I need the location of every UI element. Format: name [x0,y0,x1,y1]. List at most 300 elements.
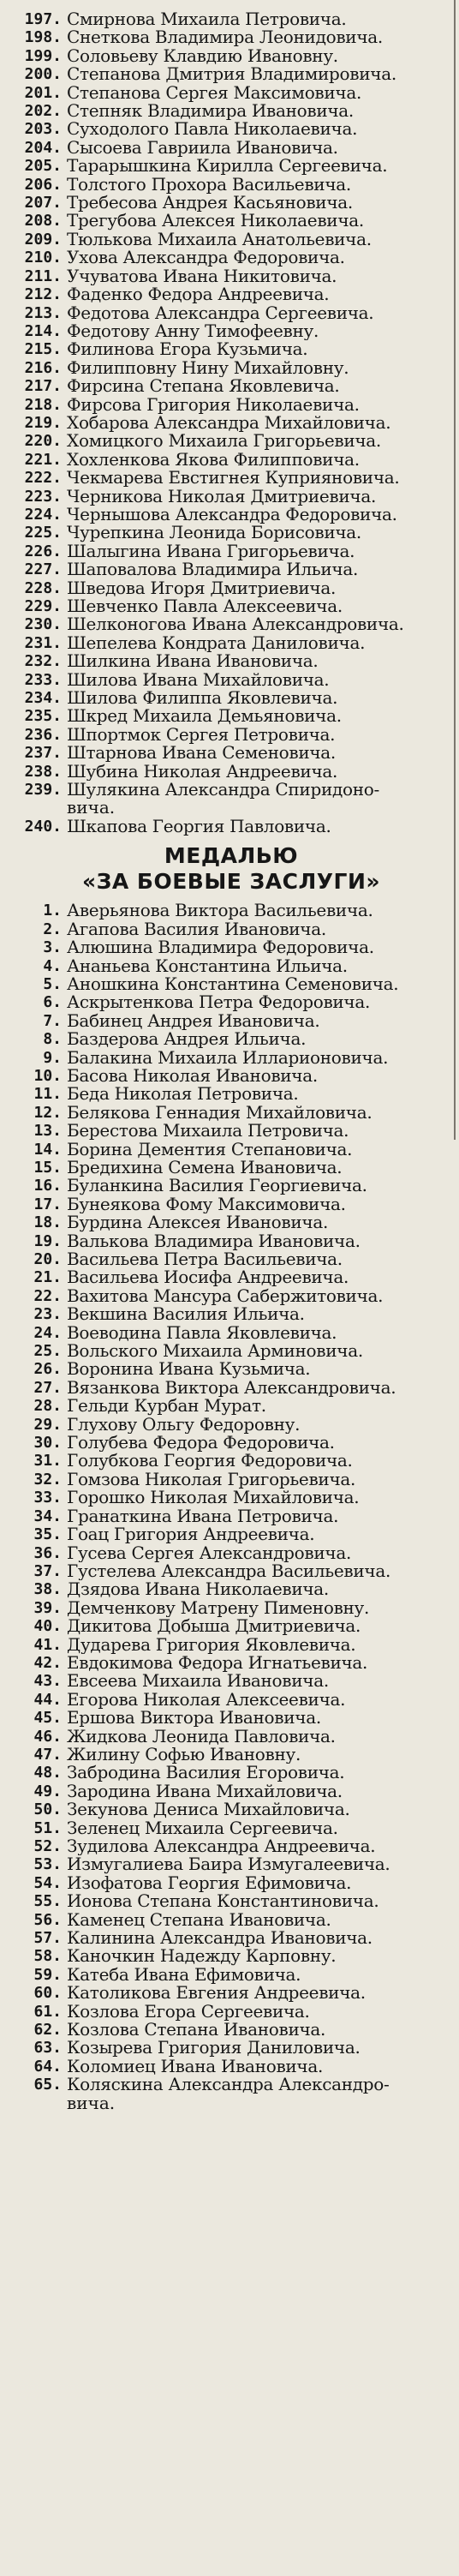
list-item [10,1141,452,1159]
recipient-name: Козлова Степана Ивановича. [67,2021,326,2040]
recipient-name: Зудилова Александра Андреевича. [67,1837,376,1856]
recipient-name: Шкред Михаила Демьяновича. [67,707,342,726]
recipient-name: Шаповалова Владимира Ильича. [67,560,358,579]
item-number: 6. [43,993,62,1012]
item-number: 35. [33,1525,62,1544]
recipient-name: Аношкина Константина Семеновича. [67,974,399,994]
recipient-name: Коляскина Александра Александро- [67,2076,390,2094]
list-item [10,139,452,157]
item-number: 52. [33,1837,62,1855]
item-number: 197. [24,10,62,28]
list-item [10,671,452,689]
recipient-name: Калинина Александра Ивановича. [67,1929,373,1948]
list-item [10,488,452,506]
list-item [10,1030,452,1048]
list-item [10,1104,452,1122]
list-item [10,652,452,670]
recipient-name: Бабинец Андрея Ивановича. [67,1011,320,1031]
item-number: 28. [33,1397,62,1416]
recipient-name: Козырева Григория Даниловича. [67,2039,361,2058]
item-number: 198. [24,28,62,47]
item-number: 234. [24,689,62,708]
recipient-name: Штарнова Ивана Семеновича. [67,744,336,763]
item-number: 18. [33,1213,62,1232]
list-item [10,2003,452,2021]
item-number: 45. [33,1709,62,1728]
item-number: 13. [33,1122,62,1141]
recipient-name: Дикитова Добыша Дмитриевича. [67,1617,361,1636]
item-number: 65. [33,2076,62,2094]
item-number: 240. [24,817,62,836]
recipient-name: Баздерова Андрея Ильича. [67,1030,307,1049]
recipient-name: Беда Николая Петровича. [67,1085,299,1104]
list-item [10,1434,452,1452]
recipient-name: Степняк Владимира Ивановича. [67,102,354,121]
recipient-name: Измугалиева Баира Измугалеевича. [67,1855,390,1874]
list-item [10,689,452,707]
recipient-name: Жилину Софью Ивановну. [67,1745,301,1764]
list-item [10,47,452,65]
item-number: 211. [24,267,62,285]
list-item [10,1213,452,1231]
item-number: 225. [24,524,62,542]
list-item [10,1287,452,1305]
list-item [10,120,452,138]
list-item [10,1782,452,1800]
item-number: 26. [33,1360,62,1379]
list-item [10,1562,452,1580]
recipient-name: Аверьянова Виктора Васильевича. [67,902,373,920]
recipient-name: Федотову Анну Тимофеевну. [67,321,319,341]
list-item [10,432,452,450]
item-number: 236. [24,725,62,744]
item-number: 214. [24,321,62,340]
item-number: 227. [24,560,62,579]
list-item [10,65,452,83]
item-number: 33. [33,1489,62,1507]
medal-recipient-list [10,902,452,2112]
list-item [10,1122,452,1140]
item-number: 21. [33,1268,62,1287]
list-item [10,1085,452,1103]
recipient-name: Вязанкова Виктора Александровича. [67,1378,396,1398]
recipient-name: Дзядова Ивана Николаевича. [67,1580,329,1599]
item-number: 31. [33,1452,62,1471]
recipient-name-continuation: вича. [67,2092,116,2113]
list-item [10,726,452,744]
item-number: 212. [24,285,62,304]
list-item [10,1709,452,1727]
recipient-name: Голубкова Георгия Федоровича. [67,1452,353,1471]
recipient-name: Агапова Василия Ивановича. [67,920,326,939]
item-number: 223. [24,487,62,506]
list-item [10,194,452,212]
recipient-name: Чурепкина Леонида Борисовича. [67,524,361,542]
item-number: 228. [24,578,62,597]
recipient-name: Катеба Ивана Ефимовича. [67,1965,301,1985]
list-item [10,1250,452,1268]
list-item [10,212,452,230]
recipient-name: Козлова Егора Сергеевича. [67,2002,310,2022]
list-item [10,1599,452,1617]
recipient-name: Шепелева Кондрата Даниловича. [67,633,366,653]
item-number: 17. [33,1195,62,1213]
item-number: 32. [33,1470,62,1489]
item-number: 14. [33,1140,62,1159]
list-item [10,1746,452,1764]
list-item [10,1580,452,1598]
list-item [10,597,452,615]
list-item [10,1855,452,1873]
item-number: 230. [24,615,62,634]
item-number: 41. [33,1635,62,1654]
item-number: 37. [33,1561,62,1580]
recipient-name: Учуватова Ивана Никитовича. [67,267,337,286]
item-number: 208. [24,212,62,231]
list-item [10,524,452,542]
recipient-name: Егорова Николая Алексеевича. [67,1690,346,1710]
recipient-name: Ионова Степана Константиновича. [67,1892,379,1911]
list-item [10,396,452,414]
recipient-name: Басова Николая Ивановича. [67,1066,318,1086]
item-number: 220. [24,432,62,451]
recipient-name: Васильева Петра Васильевича. [67,1250,343,1269]
item-number: 60. [33,1984,62,2003]
list-item [10,1324,452,1342]
recipient-name: Фаденко Федора Андреевича. [67,285,330,304]
list-item [10,1397,452,1415]
item-number: 217. [24,377,62,396]
recipient-name: Католикова Евгения Андреевича. [67,1984,366,2003]
recipient-name: Хобарова Александра Михайловича. [67,413,391,433]
list-item [10,322,452,340]
list-item [10,451,452,469]
recipient-name: Зекунова Дениса Михайловича. [67,1800,350,1819]
item-number: 22. [33,1286,62,1305]
list-item [10,1892,452,1910]
list-item [10,1360,452,1378]
item-number: 24. [33,1323,62,1342]
recipient-name: Шкапова Георгия Павловича. [67,817,331,836]
list-item [10,1636,452,1654]
recipient-name: Гусева Сергея Александровича. [67,1543,352,1562]
item-number: 29. [33,1415,62,1434]
item-number: 54. [33,1873,62,1892]
list-item [10,744,452,762]
recipient-name: Федотова Александра Сергеевича. [67,303,374,322]
list-item [10,707,452,725]
item-number: 199. [24,46,62,65]
item-number: 202. [24,102,62,121]
item-number: 204. [24,138,62,157]
list-item [10,1067,452,1085]
item-number: 38. [33,1580,62,1599]
item-number: 8. [43,1030,62,1049]
list-item [10,542,452,560]
item-number: 63. [33,2039,62,2058]
item-number: 20. [33,1250,62,1268]
item-number: 203. [24,120,62,139]
list-item [10,1800,452,1818]
recipient-name: Филинова Егора Кузьмича. [67,340,308,359]
list-item [10,1819,452,1837]
recipient-name: Ананьева Константина Ильича. [67,956,348,975]
list-item [10,1159,452,1177]
list-item [10,1049,452,1067]
list-item [10,1874,452,1892]
recipient-name: Ершова Виктора Ивановича. [67,1709,321,1728]
recipient-name: Голубева Федора Федоровича. [67,1434,335,1453]
item-number: 209. [24,230,62,249]
recipient-name: Суходолого Павла Николаевича. [67,120,358,139]
recipient-name: Шубина Николая Андреевича. [67,762,338,782]
list-item [10,560,452,578]
list-item [10,176,452,194]
list-item [10,763,452,781]
list-item [10,957,452,975]
recipient-name: Шилкина Ивана Ивановича. [67,652,319,671]
item-number: 235. [24,707,62,726]
recipient-name: Валькова Владимира Ивановича. [67,1231,361,1250]
item-number: 57. [33,1929,62,1948]
section-heading-medal-name: «ЗА БОЕВЫЕ ЗАСЛУГИ» [81,869,381,895]
recipient-name: Степанова Сергея Максимовича. [67,83,362,103]
list-item [10,1379,452,1397]
item-number: 10. [33,1066,62,1085]
item-number: 44. [33,1690,62,1709]
list-item [10,1232,452,1250]
list-item [10,1012,452,1030]
item-number: 42. [33,1653,62,1672]
item-number: 19. [33,1231,62,1250]
recipient-name: Горошко Николая Михайловича. [67,1489,360,1507]
recipient-name: Васильева Иосифа Андреевича. [67,1268,349,1287]
recipient-name: Шелконогова Ивана Александровича. [67,615,404,634]
recipient-name: Соловьеву Клавдию Ивановну. [67,46,338,66]
column-divider-rule [454,0,456,1140]
item-number: 61. [33,2002,62,2021]
item-number: 7. [43,1011,62,1030]
recipient-name: Гоац Григория Андреевича. [67,1525,315,1544]
award-list-continued [10,10,452,836]
item-number: 16. [33,1177,62,1195]
item-number: 233. [24,670,62,689]
item-number: 2. [43,920,62,938]
item-number: 46. [33,1727,62,1746]
list-item [10,340,452,358]
item-number: 34. [33,1507,62,1525]
list-item [10,1342,452,1360]
recipient-name: Толстого Прохора Васильевича. [67,175,351,195]
list-item [10,2039,452,2057]
item-number: 39. [33,1598,62,1617]
list-item [10,1691,452,1709]
list-item [10,1452,452,1470]
item-number: 229. [24,597,62,615]
list-item [10,267,452,285]
item-number: 210. [24,249,62,267]
recipient-name: Изофатова Георгия Ефимовича. [67,1873,352,1893]
item-number: 40. [33,1617,62,1636]
item-number: 218. [24,395,62,414]
list-item [10,469,452,487]
item-number: 51. [33,1818,62,1837]
item-number: 219. [24,413,62,432]
item-number: 200. [24,65,62,84]
recipient-name: Глухову Ольгу Федоровну. [67,1415,301,1435]
item-number: 36. [33,1543,62,1562]
recipient-name: Степанова Дмитрия Владимировича. [67,65,396,84]
list-item [10,414,452,432]
item-number: 221. [24,450,62,469]
item-number: 207. [24,194,62,213]
list-item [10,615,452,633]
list-item [10,1507,452,1525]
recipient-name: Чернышова Александра Федоровича. [67,505,397,524]
recipient-name: Каночкин Надежду Карповну. [67,1947,337,1966]
item-number: 3. [43,938,62,957]
recipient-name: Густелева Александра Васильевича. [67,1561,391,1581]
list-item [10,377,452,395]
recipient-name: Шилова Филиппа Яковлевича. [67,689,338,708]
recipient-name: Чекмарева Евстигнея Куприяновича. [67,469,400,488]
list-item [10,1305,452,1323]
item-number: 206. [24,175,62,194]
recipient-name: Демченкову Матрену Пименовну. [67,1598,370,1618]
item-number: 50. [33,1800,62,1819]
recipient-name: Шалыгина Ивана Григорьевича. [67,542,355,561]
recipient-name: Евсеева Михаила Ивановича. [67,1672,329,1691]
recipient-name: Сысоева Гавриила Ивановича. [67,138,338,158]
item-number: 239. [24,781,62,800]
recipient-name: Коломиец Ивана Ивановича. [67,2057,324,2076]
recipient-name: Бурдина Алексея Ивановича. [67,1213,329,1232]
item-number: 62. [33,2021,62,2040]
list-item [10,975,452,993]
list-item [10,1911,452,1929]
item-number: 15. [33,1158,62,1177]
list-item [10,84,452,102]
list-item [10,10,452,28]
recipient-name: Буланкина Василия Георгиевича. [67,1177,367,1195]
item-number: 55. [33,1892,62,1911]
item-number: 213. [24,303,62,322]
list-item [10,231,452,249]
item-number: 27. [33,1378,62,1397]
recipient-name: Балакина Михаила Илларионовича. [67,1048,389,1067]
item-number: 56. [33,1910,62,1929]
list-item [10,1837,452,1855]
recipient-name: Снеткова Владимира Леонидовича. [67,28,383,47]
recipient-name: Каменец Степана Ивановича. [67,1910,331,1930]
list-item [10,249,452,267]
list-item [10,993,452,1011]
item-number: 232. [24,652,62,671]
recipient-name: Шулякина Александра Спиридоно- [67,781,379,800]
list-item [10,920,452,938]
item-number: 30. [33,1434,62,1453]
item-number: 43. [33,1672,62,1691]
list-item [10,304,452,322]
list-item [10,781,452,799]
item-number: 5. [43,974,62,993]
list-item [10,1929,452,1947]
recipient-name: Воронина Ивана Кузьмича. [67,1360,311,1379]
list-item [10,1177,452,1195]
list-item [10,1268,452,1286]
item-number: 215. [24,340,62,359]
item-number: 53. [33,1855,62,1874]
recipient-name: Гранаткина Ивана Петровича. [67,1507,339,1526]
item-number: 47. [33,1745,62,1764]
list-item [10,2076,452,2094]
item-number: 226. [24,542,62,560]
list-item [10,634,452,652]
list-item [10,1966,452,1984]
list-item [10,902,452,920]
section-heading-medal: МЕДАЛЬЮ [164,843,299,869]
recipient-name: Зеленец Михаила Сергеевича. [67,1818,338,1837]
item-number: 222. [24,469,62,488]
list-item [10,1728,452,1746]
recipient-name: Шведова Игоря Дмитриевича. [67,578,337,597]
recipient-name: Бредихина Семена Ивановича. [67,1158,343,1177]
item-number: 48. [33,1764,62,1782]
list-item [10,1471,452,1489]
recipient-name: Хомицкого Михаила Григорьевича. [67,432,381,451]
recipient-name: Вахитова Мансура Сабержитовича. [67,1286,384,1306]
list-item [10,1416,452,1434]
recipient-name: Требесова Андрея Касьяновича. [67,194,353,213]
recipient-name: Гельди Курбан Мурат. [67,1397,266,1416]
list-item [10,2058,452,2076]
list-item [10,1672,452,1690]
recipient-name: Шилова Ивана Михайловича. [67,670,330,690]
item-number: 25. [33,1342,62,1361]
list-item [10,818,452,836]
list-item [10,579,452,597]
recipient-name: Фирсина Степана Яковлевича. [67,377,340,396]
recipient-name: Гомзова Николая Григорьевича. [67,1470,356,1489]
item-number: 49. [33,1782,62,1800]
recipient-name: Смирнова Михаила Петровича. [67,10,347,29]
recipient-name-continuation: вича. [67,797,116,818]
item-number: 224. [24,505,62,524]
list-item [10,1617,452,1635]
recipient-name: Белякова Геннадия Михайловича. [67,1103,373,1123]
list-item [10,359,452,377]
recipient-name: Евдокимова Федора Игнатьевича. [67,1653,368,1673]
list-item [10,285,452,303]
list-item [10,102,452,120]
recipient-name: Алюшина Владимира Федоровича. [67,938,374,957]
recipient-name: Шпортмок Сергея Петровича. [67,725,336,745]
list-item [10,157,452,175]
item-number: 231. [24,633,62,652]
item-number: 64. [33,2057,62,2076]
item-number: 9. [43,1048,62,1067]
list-item [10,1489,452,1507]
recipient-name: Жидкова Леонида Павловича. [67,1727,336,1746]
recipient-name: Хохленкова Якова Филипповича. [67,450,360,470]
item-number: 4. [43,956,62,975]
list-item [10,1195,452,1213]
recipient-name: Аскрытенкова Петра Федоровича. [67,993,371,1012]
recipient-name: Забродина Василия Егоровича. [67,1764,345,1782]
list-item [10,1544,452,1562]
item-number: 237. [24,744,62,763]
item-number: 12. [33,1103,62,1122]
